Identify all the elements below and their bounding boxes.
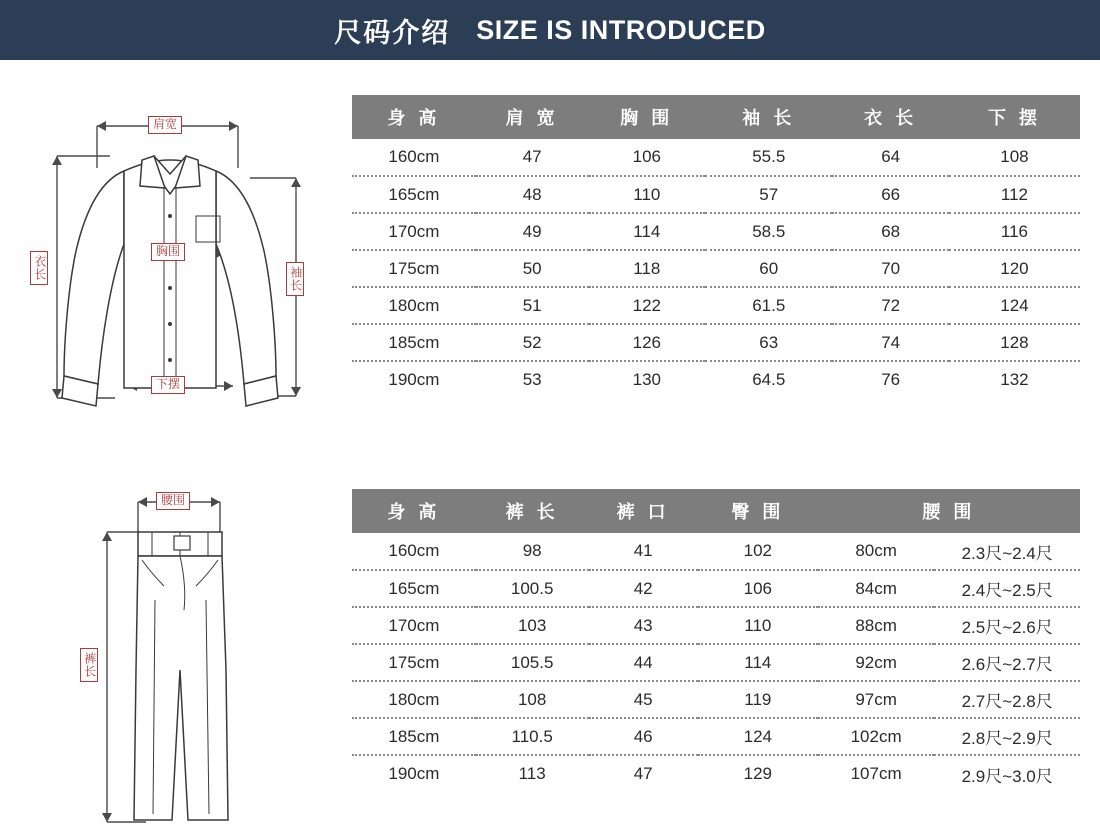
cell-shoulder: 47 <box>476 139 589 176</box>
cell-waist-chi: 2.5尺~2.6尺 <box>934 607 1080 644</box>
cell-chest: 130 <box>589 361 705 398</box>
cell-chest: 114 <box>589 213 705 250</box>
cell-height: 185cm <box>352 324 476 361</box>
cell-waist-cm: 88cm <box>818 607 934 644</box>
cell-shoulder: 49 <box>476 213 589 250</box>
label-waist: 腰围 <box>156 492 190 510</box>
cell-shoulder: 50 <box>476 250 589 287</box>
pants-diagram <box>60 470 320 830</box>
cell-height: 180cm <box>352 681 476 718</box>
cell-height: 180cm <box>352 287 476 324</box>
label-hem: 下摆 <box>151 376 185 394</box>
table-row <box>352 287 1080 324</box>
cell-shoulder: 48 <box>476 176 589 213</box>
cell-chest: 126 <box>589 324 705 361</box>
cell-hip: 106 <box>698 570 818 607</box>
cell-waist-cm: 84cm <box>818 570 934 607</box>
cell-hem: 116 <box>949 213 1080 250</box>
cell-pant-opening: 44 <box>589 644 698 681</box>
cell-waist-cm: 97cm <box>818 681 934 718</box>
col-header-pant-length: 裤 长 <box>476 489 589 533</box>
table-row <box>352 361 1080 398</box>
cell-hip: 129 <box>698 755 818 792</box>
cell-height: 170cm <box>352 607 476 644</box>
pants-size-table <box>352 489 1080 792</box>
cell-height: 175cm <box>352 644 476 681</box>
cell-hem: 132 <box>949 361 1080 398</box>
cell-height: 170cm <box>352 213 476 250</box>
table-row <box>352 176 1080 213</box>
cell-length: 72 <box>832 287 948 324</box>
shirt-size-table <box>352 95 1080 398</box>
cell-length: 70 <box>832 250 948 287</box>
cell-pant-opening: 46 <box>589 718 698 755</box>
cell-height: 175cm <box>352 250 476 287</box>
cell-pant-length: 110.5 <box>476 718 589 755</box>
cell-length: 64 <box>832 139 948 176</box>
col-header-height: 身 高 <box>352 95 476 139</box>
cell-waist-cm: 80cm <box>818 533 934 570</box>
cell-sleeve: 57 <box>705 176 832 213</box>
label-shoulder-width: 肩宽 <box>148 116 182 134</box>
table-header-row <box>352 95 1080 139</box>
cell-shoulder: 51 <box>476 287 589 324</box>
cell-pant-length: 108 <box>476 681 589 718</box>
table-row <box>352 139 1080 176</box>
col-header-waist: 腰 围 <box>818 489 1080 533</box>
cell-hip: 124 <box>698 718 818 755</box>
cell-waist-cm: 107cm <box>818 755 934 792</box>
label-pant-length: 裤长 <box>80 648 98 682</box>
cell-sleeve: 61.5 <box>705 287 832 324</box>
cell-chest: 118 <box>589 250 705 287</box>
cell-shoulder: 52 <box>476 324 589 361</box>
table-header-row <box>352 489 1080 533</box>
cell-height: 190cm <box>352 361 476 398</box>
cell-pant-opening: 42 <box>589 570 698 607</box>
cell-waist-cm: 92cm <box>818 644 934 681</box>
cell-hip: 114 <box>698 644 818 681</box>
cell-shoulder: 53 <box>476 361 589 398</box>
cell-waist-chi: 2.7尺~2.8尺 <box>934 681 1080 718</box>
col-header-hip: 臀 围 <box>698 489 818 533</box>
table-row <box>352 718 1080 755</box>
cell-hem: 128 <box>949 324 1080 361</box>
cell-sleeve: 63 <box>705 324 832 361</box>
cell-height: 160cm <box>352 533 476 570</box>
table-row <box>352 644 1080 681</box>
cell-sleeve: 64.5 <box>705 361 832 398</box>
col-header-height: 身 高 <box>352 489 476 533</box>
cell-length: 74 <box>832 324 948 361</box>
cell-sleeve: 55.5 <box>705 139 832 176</box>
cell-pant-opening: 45 <box>589 681 698 718</box>
cell-hem: 120 <box>949 250 1080 287</box>
cell-length: 68 <box>832 213 948 250</box>
cell-chest: 110 <box>589 176 705 213</box>
label-garment-length: 衣长 <box>30 251 48 285</box>
table-row <box>352 681 1080 718</box>
cell-sleeve: 58.5 <box>705 213 832 250</box>
table-row <box>352 755 1080 792</box>
cell-height: 185cm <box>352 718 476 755</box>
shirt-diagram <box>20 76 330 421</box>
cell-hem: 124 <box>949 287 1080 324</box>
page-header <box>0 0 1100 60</box>
table-row <box>352 533 1080 570</box>
cell-waist-chi: 2.9尺~3.0尺 <box>934 755 1080 792</box>
table-row <box>352 324 1080 361</box>
table-row <box>352 250 1080 287</box>
cell-length: 76 <box>832 361 948 398</box>
cell-height: 165cm <box>352 570 476 607</box>
cell-hip: 119 <box>698 681 818 718</box>
cell-chest: 106 <box>589 139 705 176</box>
label-chest: 胸围 <box>151 243 185 261</box>
label-sleeve-length: 袖长 <box>286 262 304 296</box>
col-header-length: 衣 长 <box>832 95 948 139</box>
cell-pant-length: 105.5 <box>476 644 589 681</box>
cell-pant-opening: 43 <box>589 607 698 644</box>
cell-pant-length: 113 <box>476 755 589 792</box>
cell-sleeve: 60 <box>705 250 832 287</box>
cell-pant-length: 103 <box>476 607 589 644</box>
cell-hip: 110 <box>698 607 818 644</box>
cell-length: 66 <box>832 176 948 213</box>
cell-pant-length: 100.5 <box>476 570 589 607</box>
pants-illustration <box>60 470 320 830</box>
cell-height: 165cm <box>352 176 476 213</box>
col-header-pant-opening: 裤 口 <box>589 489 698 533</box>
cell-hem: 108 <box>949 139 1080 176</box>
col-header-sleeve: 袖 长 <box>705 95 832 139</box>
cell-pant-opening: 47 <box>589 755 698 792</box>
cell-waist-chi: 2.8尺~2.9尺 <box>934 718 1080 755</box>
cell-height: 190cm <box>352 755 476 792</box>
cell-height: 160cm <box>352 139 476 176</box>
col-header-hem: 下 摆 <box>949 95 1080 139</box>
cell-hip: 102 <box>698 533 818 570</box>
cell-waist-chi: 2.6尺~2.7尺 <box>934 644 1080 681</box>
page-title-en: SIZE IS INTRODUCED <box>476 14 766 45</box>
col-header-chest: 胸 围 <box>589 95 705 139</box>
table-row <box>352 607 1080 644</box>
col-header-shoulder: 肩 宽 <box>476 95 589 139</box>
table-row <box>352 570 1080 607</box>
cell-waist-chi: 2.4尺~2.5尺 <box>934 570 1080 607</box>
cell-pant-opening: 41 <box>589 533 698 570</box>
table-row <box>352 213 1080 250</box>
cell-hem: 112 <box>949 176 1080 213</box>
cell-waist-cm: 102cm <box>818 718 934 755</box>
cell-waist-chi: 2.3尺~2.4尺 <box>934 533 1080 570</box>
cell-pant-length: 98 <box>476 533 589 570</box>
page-title-cn: 尺码介绍 <box>334 17 451 48</box>
cell-chest: 122 <box>589 287 705 324</box>
